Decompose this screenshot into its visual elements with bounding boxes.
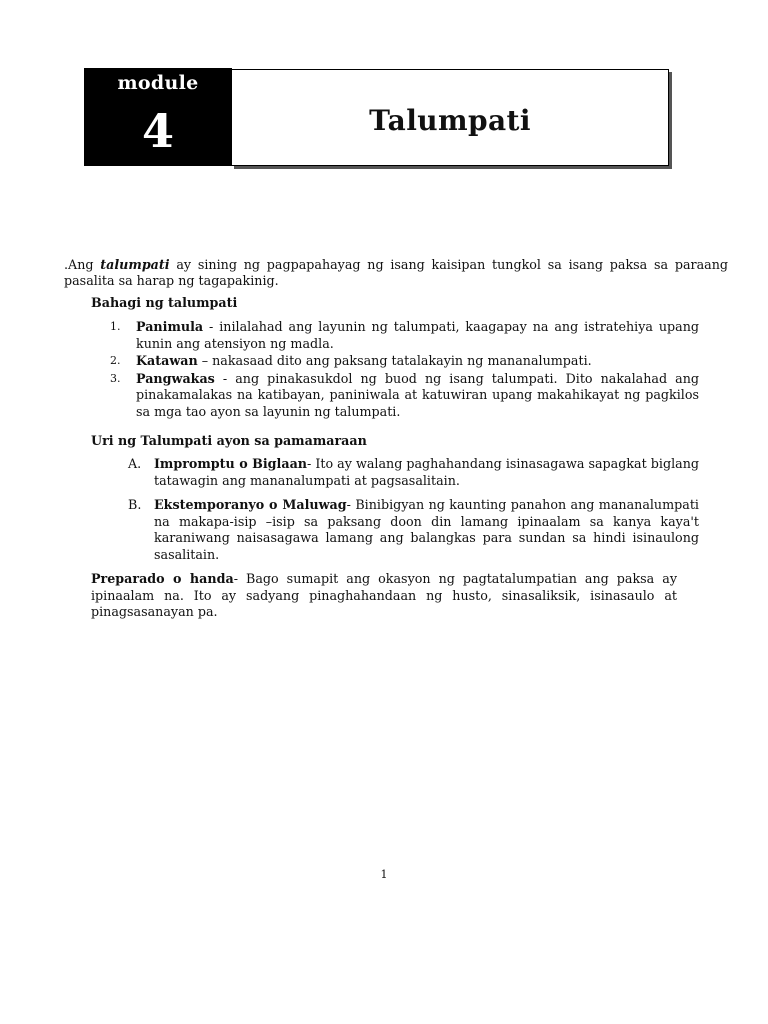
- intro-paragraph: [64, 257, 728, 288]
- list-term: Ekstemporanyo o Maluwag: [154, 497, 347, 512]
- title-box: [231, 69, 669, 166]
- module-label: module: [117, 72, 199, 94]
- prepared-text: - Bago sumapit ang okasyon ng pagtatalumpatian ang paksa ay ipinaalam na. Ito ay sadyang pinaghahandaan ng husto, sinasaliksik, isinasaulo at pinagsasanayan pa.: [91, 571, 678, 619]
- list-item: [110, 371, 699, 421]
- list-text: - Binibigyan ng kaunting panahon ang mananalumpati na makapa-isip –isip sa paksang doon din lamang ipinaalam sa kanya kaya't karaniwang naisasagawa lamang ang balangkas para sundan sa hindi isinaulong sasalitain.: [154, 497, 699, 562]
- page-number: 1: [380, 868, 388, 881]
- prepared-term: Preparado o handa: [91, 571, 234, 586]
- list-marker: 2.: [110, 354, 121, 367]
- intro-term: talumpati: [100, 257, 170, 272]
- module-number: 4: [141, 104, 174, 158]
- list-item: [128, 456, 699, 489]
- module-badge: [84, 68, 232, 166]
- prepared-paragraph: [91, 571, 677, 621]
- list-term: Panimula: [136, 319, 204, 334]
- list-term: Katawan: [136, 353, 198, 368]
- list-marker: B.: [128, 497, 142, 512]
- list-text: - ang pinakasukdol ng buod ng isang talumpati. Dito nakalahad ang pinakamalakas na katibayan, paniniwala at katuwiran upang makahikayat ng pagkilos sa mga tao ayon sa layunin ng talumpati.: [136, 370, 699, 419]
- intro-prefix: .Ang: [64, 257, 101, 272]
- parts-heading: Bahagi ng talumpati: [91, 295, 238, 310]
- list-marker: A.: [128, 456, 142, 471]
- list-text: - inilalahad ang layunin ng talumpati, kaagapay na ang istratehiya upang kunin ang atensiyon ng madla.: [136, 319, 699, 351]
- list-text: – nakasaad dito ang paksang tatalakayin ng mananalumpati.: [197, 353, 592, 368]
- list-marker: 3.: [110, 371, 121, 385]
- list-marker: 1.: [110, 320, 121, 333]
- list-term: Pangwakas: [136, 370, 215, 386]
- list-item: [110, 353, 699, 370]
- list-term: Impromptu o Biglaan: [154, 456, 308, 471]
- parts-list: [110, 319, 699, 421]
- types-list: [128, 456, 699, 571]
- page-title: Talumpati: [369, 104, 531, 137]
- module-header: [84, 68, 670, 168]
- intro-text: ay sining ng pagpapahayag ng isang kaisipan tungkol sa isang paksa sa paraang pasalita sa harap ng tagapakinig.: [64, 257, 728, 288]
- types-heading: Uri ng Talumpati ayon sa pamamaraan: [91, 433, 367, 448]
- list-text: - Ito ay walang paghahandang isinasagawa sapagkat biglang tatawagin ang mananalumpati at pagsasalitain.: [154, 456, 699, 488]
- list-item: [128, 497, 699, 563]
- list-item: [110, 319, 699, 352]
